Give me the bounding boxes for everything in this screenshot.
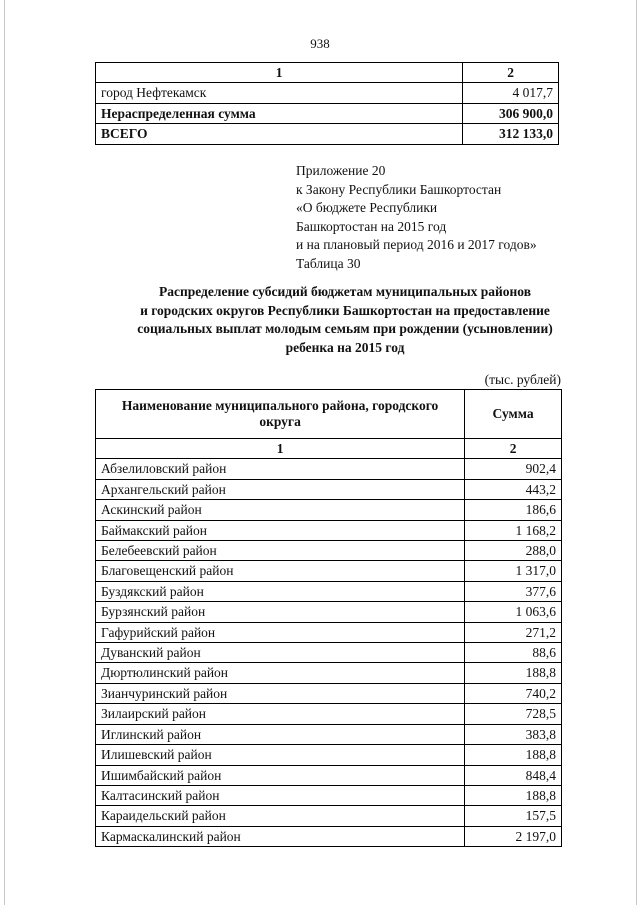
appendix-line: Башкортостан на 2015 год <box>296 218 447 234</box>
amount-value: 377,6 <box>465 581 562 601</box>
table-row <box>96 541 562 561</box>
table-row <box>96 745 562 765</box>
units-label: (тыс. рублей) <box>484 372 561 387</box>
district-name: Аскинский район <box>96 500 465 520</box>
appendix-line: «О бюджете Республики <box>296 200 438 216</box>
table-header-row <box>96 390 562 439</box>
district-name: Зилаирский район <box>96 704 465 724</box>
amount-value: 1 317,0 <box>465 561 562 581</box>
table-row <box>96 83 559 103</box>
column-number: 2 <box>465 439 562 459</box>
table-row <box>96 520 562 540</box>
amount-value: 728,5 <box>465 704 562 724</box>
table-row <box>96 479 562 499</box>
district-name: Абзелиловский район <box>96 459 465 479</box>
table-row <box>96 622 562 642</box>
district-name: Калтасинский район <box>96 785 465 805</box>
amount-value: 288,0 <box>465 541 562 561</box>
table-row <box>96 581 562 601</box>
title-line: и городских округов Республики Башкортостан на предоставление <box>140 302 550 318</box>
continuation-table <box>95 62 559 145</box>
amount-value: 88,6 <box>465 643 562 663</box>
table-row <box>96 806 562 826</box>
table-row <box>96 124 559 144</box>
table-row <box>96 683 562 703</box>
column-number: 1 <box>96 63 463 83</box>
amount-value: 188,8 <box>465 663 562 683</box>
amount-value: 848,4 <box>465 765 562 785</box>
district-name: Зианчуринский район <box>96 683 465 703</box>
column-number-row <box>96 439 562 459</box>
district-name: город Нефтекамск <box>96 83 463 103</box>
amount-value: 188,8 <box>465 745 562 765</box>
column-number: 2 <box>463 63 559 83</box>
district-name: Баймакский район <box>96 520 465 540</box>
amount-value: 157,5 <box>465 806 562 826</box>
page-number: 938 <box>310 36 330 51</box>
appendix-note <box>296 162 537 274</box>
district-name: Кармаскалинский район <box>96 826 465 846</box>
table-row <box>96 643 562 663</box>
district-name: Гафурийский район <box>96 622 465 642</box>
amount-value: 1 168,2 <box>465 520 562 540</box>
district-name: Дюртюлинский район <box>96 663 465 683</box>
district-name: Илишевский район <box>96 745 465 765</box>
table-row <box>96 500 562 520</box>
district-name: Бурзянский район <box>96 602 465 622</box>
column-number: 1 <box>96 439 465 459</box>
amount-value: 4 017,7 <box>463 83 559 103</box>
document-title <box>60 283 630 357</box>
district-name: Ишимбайский район <box>96 765 465 785</box>
table-row <box>96 724 562 744</box>
appendix-line: к Закону Республики Башкортостан <box>296 181 502 197</box>
table-row <box>96 765 562 785</box>
table-row <box>96 561 562 581</box>
appendix-line: и на плановый период 2016 и 2017 годов» <box>296 237 537 253</box>
header-name: Наименование муниципального района, городского округа <box>96 390 465 439</box>
title-line: ребенка на 2015 год <box>285 339 405 355</box>
header-amount: Сумма <box>465 390 562 439</box>
amount-value: 443,2 <box>465 479 562 499</box>
appendix-line: Приложение 20 <box>296 163 386 178</box>
amount-value: 740,2 <box>465 683 562 703</box>
amount-value: 1 063,6 <box>465 602 562 622</box>
district-name: ВСЕГО <box>96 124 463 144</box>
district-name: Архангельский район <box>96 479 465 499</box>
page-edge-left <box>4 0 5 905</box>
table-row <box>96 785 562 805</box>
district-name: Иглинский район <box>96 724 465 744</box>
amount-value: 186,6 <box>465 500 562 520</box>
table-row <box>96 663 562 683</box>
amount-value: 902,4 <box>465 459 562 479</box>
district-name: Буздякский район <box>96 581 465 601</box>
table-row <box>96 459 562 479</box>
page-edge-right <box>636 0 637 905</box>
amount-value: 188,8 <box>465 785 562 805</box>
amount-value: 2 197,0 <box>465 826 562 846</box>
title-line: социальных выплат молодым семьям при рождении (усыновлении) <box>137 321 553 337</box>
district-name: Белебеевский район <box>96 541 465 561</box>
district-name: Дуванский район <box>96 643 465 663</box>
district-name: Благовещенский район <box>96 561 465 581</box>
title-line: Распределение субсидий бюджетам муниципальных районов <box>158 284 532 299</box>
amount-value: 271,2 <box>465 622 562 642</box>
table-row <box>96 602 562 622</box>
amount-value: 312 133,0 <box>463 124 559 144</box>
table-row <box>96 826 562 846</box>
district-name: Караидельский район <box>96 806 465 826</box>
amount-value: 383,8 <box>465 724 562 744</box>
column-number-row <box>96 63 559 83</box>
amount-value: 306 900,0 <box>463 103 559 123</box>
subsidy-table <box>95 389 562 847</box>
table-row <box>96 103 559 123</box>
district-name: Нераспределенная сумма <box>96 103 463 123</box>
appendix-line: Таблица 30 <box>296 255 361 271</box>
table-row <box>96 704 562 724</box>
